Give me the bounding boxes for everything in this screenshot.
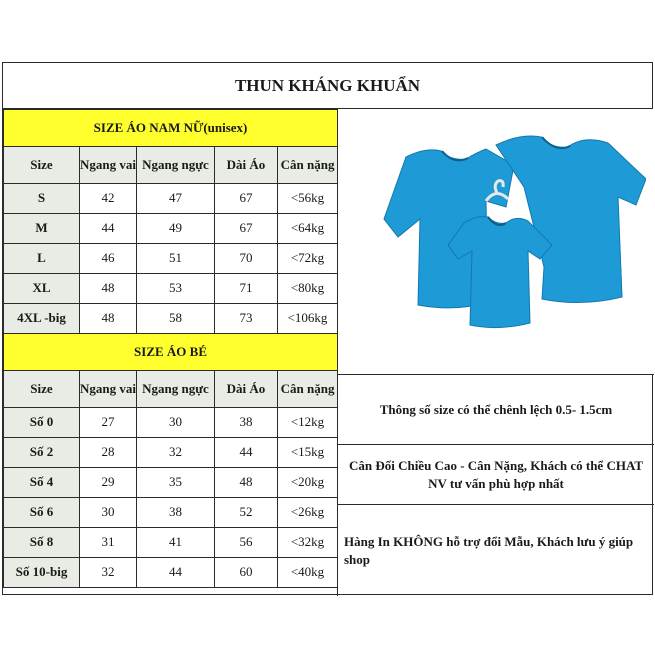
length-value: 44: [215, 438, 278, 468]
chest-value: 32: [137, 438, 215, 468]
table-row: [4, 408, 338, 438]
weight-value: <20kg: [278, 468, 338, 498]
size-label: S: [4, 184, 80, 214]
adult-section-title: SIZE ÁO NAM NỮ(unisex): [4, 110, 338, 147]
size-label: XL: [4, 274, 80, 304]
kids-section-title: SIZE ÁO BÉ: [4, 334, 338, 371]
header-chest: Ngang ngực: [137, 371, 215, 408]
weight-value: <106kg: [278, 304, 338, 334]
chest-value: 51: [137, 244, 215, 274]
weight-value: <72kg: [278, 244, 338, 274]
note-tolerance: Thông số size có thể chênh lệch 0.5- 1.5cm: [337, 375, 654, 445]
size-label: Số 2: [4, 438, 80, 468]
chest-value: 38: [137, 498, 215, 528]
table-row: [4, 214, 338, 244]
length-value: 73: [215, 304, 278, 334]
shoulder-value: 27: [80, 408, 137, 438]
note-warning: Hàng In KHÔNG hỗ trợ đổi Mẫu, Khách lưu ý giúp shop: [337, 505, 654, 596]
header-shoulder: Ngang vai: [80, 371, 137, 408]
size-label: M: [4, 214, 80, 244]
table-row: [4, 438, 338, 468]
header-shoulder: Ngang vai: [80, 147, 137, 184]
shoulder-value: 32: [80, 558, 137, 588]
size-label: 4XL -big: [4, 304, 80, 334]
header-length: Dài Áo: [215, 371, 278, 408]
length-value: 67: [215, 184, 278, 214]
length-value: 67: [215, 214, 278, 244]
shoulder-value: 48: [80, 274, 137, 304]
chest-value: 47: [137, 184, 215, 214]
weight-value: <12kg: [278, 408, 338, 438]
size-table: [3, 109, 338, 588]
shoulder-value: 28: [80, 438, 137, 468]
size-label: Số 0: [4, 408, 80, 438]
tshirts-illustration: [346, 127, 646, 357]
table-row: [4, 274, 338, 304]
adult-section-row: [4, 110, 338, 147]
adult-header-row: [4, 147, 338, 184]
shoulder-value: 29: [80, 468, 137, 498]
chest-value: 30: [137, 408, 215, 438]
length-value: 52: [215, 498, 278, 528]
note-advice: Cân Đối Chiều Cao - Cân Nặng, Khách có thể CHAT NV tư vấn phù hợp nhất: [337, 445, 654, 505]
chest-value: 58: [137, 304, 215, 334]
tshirt-photo: [337, 109, 654, 375]
chest-value: 44: [137, 558, 215, 588]
table-row: [4, 498, 338, 528]
weight-value: <64kg: [278, 214, 338, 244]
weight-value: <32kg: [278, 528, 338, 558]
header-weight: Cân nặng: [278, 147, 338, 184]
weight-value: <26kg: [278, 498, 338, 528]
header-size: Size: [4, 147, 80, 184]
size-label: Số 8: [4, 528, 80, 558]
length-value: 60: [215, 558, 278, 588]
shoulder-value: 42: [80, 184, 137, 214]
header-chest: Ngang ngực: [137, 147, 215, 184]
size-label: Số 6: [4, 498, 80, 528]
chart-title: THUN KHÁNG KHUẨN: [3, 63, 652, 109]
shoulder-value: 46: [80, 244, 137, 274]
header-weight: Cân nặng: [278, 371, 338, 408]
size-label: Số 10-big: [4, 558, 80, 588]
table-row: [4, 558, 338, 588]
header-size: Size: [4, 371, 80, 408]
shoulder-value: 44: [80, 214, 137, 244]
chest-value: 53: [137, 274, 215, 304]
table-row: [4, 304, 338, 334]
chest-value: 49: [137, 214, 215, 244]
weight-value: <15kg: [278, 438, 338, 468]
shoulder-value: 30: [80, 498, 137, 528]
length-value: 71: [215, 274, 278, 304]
shoulder-value: 31: [80, 528, 137, 558]
table-row: [4, 528, 338, 558]
chest-value: 41: [137, 528, 215, 558]
length-value: 56: [215, 528, 278, 558]
table-row: [4, 184, 338, 214]
length-value: 38: [215, 408, 278, 438]
weight-value: <56kg: [278, 184, 338, 214]
size-chart: [2, 62, 653, 595]
kids-header-row: [4, 371, 338, 408]
header-length: Dài Áo: [215, 147, 278, 184]
length-value: 48: [215, 468, 278, 498]
table-row: [4, 244, 338, 274]
shoulder-value: 48: [80, 304, 137, 334]
kids-section-row: [4, 334, 338, 371]
table-row: [4, 468, 338, 498]
size-label: L: [4, 244, 80, 274]
weight-value: <40kg: [278, 558, 338, 588]
size-label: Số 4: [4, 468, 80, 498]
chest-value: 35: [137, 468, 215, 498]
length-value: 70: [215, 244, 278, 274]
weight-value: <80kg: [278, 274, 338, 304]
